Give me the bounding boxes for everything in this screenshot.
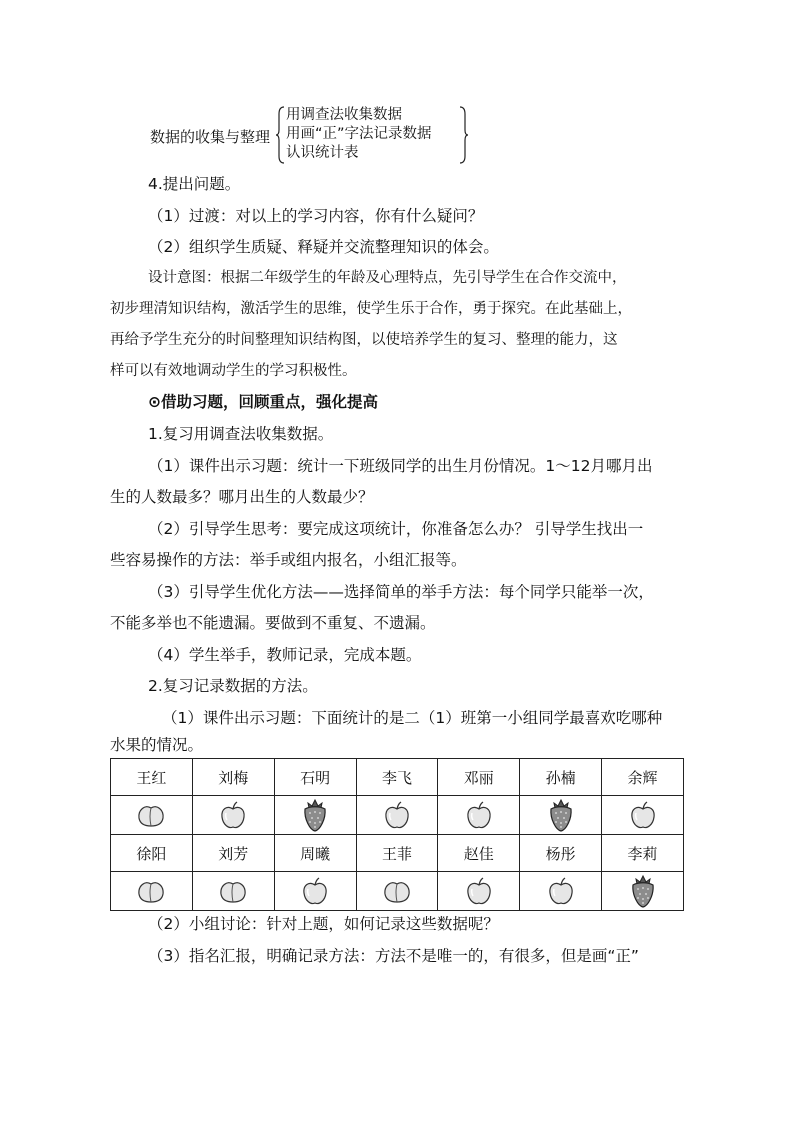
name-cell: 王红 (111, 759, 193, 796)
structure-label: 数据的收集与整理 (150, 128, 271, 146)
review1-p3a: （3）引导学生优化方法——选择简单的举手方法：每个同学只能举一次， (148, 583, 654, 601)
structure-item-1: 用调查法收集数据 (286, 107, 402, 123)
name-cell: 李飞 (356, 759, 438, 796)
apple-icon (383, 800, 411, 830)
peach-icon (135, 878, 167, 904)
review1-p1a: （1）课件出示习题：统计一下班级同学的出生月份情况。1～12月哪月出 (148, 457, 653, 475)
section4-p2: （2）组织学生质疑、释疑并交流整理知识的体会。 (148, 238, 499, 256)
review1-p2a: （2）引导学生思考：要完成这项统计，你准备怎么办？ 引导学生找出一 (148, 520, 644, 538)
apple-icon (547, 876, 575, 906)
peach-icon (111, 796, 193, 835)
part-heading: ⊙借助习题，回顾重点，强化提高 (148, 393, 378, 411)
section4-heading: 4.提出问题。 (148, 175, 241, 193)
right-brace-icon (458, 106, 468, 164)
section4-p1: （1）过渡：对以上的学习内容，你有什么疑问？ (148, 207, 484, 225)
peach-icon (192, 872, 274, 911)
peach-icon (217, 878, 249, 904)
apple-icon (438, 796, 520, 835)
table-row (111, 796, 684, 835)
fruit-preference-table (110, 758, 684, 911)
name-cell: 石明 (274, 759, 356, 796)
name-cell: 徐阳 (111, 835, 193, 872)
name-cell: 余辉 (602, 759, 684, 796)
review2-p2: （2）小组讨论：针对上题，如何记录这些数据呢？ (148, 915, 499, 933)
strawberry-icon (520, 796, 602, 835)
name-cell: 赵佳 (438, 835, 520, 872)
review1-heading: 1.复习用调查法收集数据。 (148, 425, 334, 443)
strawberry-icon (274, 796, 356, 835)
review1-p1b: 生的人数最多？哪月出生的人数最少？ (110, 488, 374, 506)
apple-icon (219, 800, 247, 830)
peach-icon (381, 878, 413, 904)
strawberry-icon (546, 797, 576, 833)
name-cell: 孙楠 (520, 759, 602, 796)
name-cell: 刘芳 (192, 835, 274, 872)
strawberry-icon (602, 872, 684, 911)
table-row (111, 872, 684, 911)
apple-icon (465, 876, 493, 906)
design-line-1: 设计意图：根据二年级学生的年龄及心理特点，先引导学生在合作交流中， (148, 270, 627, 286)
table-row (111, 835, 684, 872)
design-line-4: 样可以有效地调动学生的学习积极性。 (110, 363, 357, 379)
name-cell: 周曦 (274, 835, 356, 872)
apple-icon (301, 876, 329, 906)
table-row (111, 759, 684, 796)
apple-icon (629, 800, 657, 830)
review2-heading: 2.复习记录数据的方法。 (148, 677, 318, 695)
apple-icon (274, 872, 356, 911)
structure-item-2: 用画“正”字法记录数据 (286, 126, 432, 142)
name-cell: 王菲 (356, 835, 438, 872)
apple-icon (465, 800, 493, 830)
structure-item-3: 认识统计表 (286, 145, 359, 161)
left-brace-icon (276, 106, 286, 164)
peach-icon (356, 872, 438, 911)
strawberry-icon (300, 797, 330, 833)
name-cell: 杨彤 (520, 835, 602, 872)
name-cell: 李莉 (602, 835, 684, 872)
peach-icon (111, 872, 193, 911)
review2-p1b: 水果的情况。 (110, 736, 204, 754)
apple-icon (356, 796, 438, 835)
review2-p1a: （1）课件出示习题：下面统计的是二（1）班第一小组同学最喜欢吃哪种 (162, 709, 663, 727)
design-line-3: 再给予学生充分的时间整理知识结构图，以使培养学生的复习、整理的能力，这 (110, 332, 618, 348)
name-cell: 刘梅 (192, 759, 274, 796)
apple-icon (602, 796, 684, 835)
name-cell: 邓丽 (438, 759, 520, 796)
review1-p2b: 些容易操作的方法：举手或组内报名，小组汇报等。 (110, 551, 467, 569)
review2-p3: （3）指名汇报，明确记录方法：方法不是唯一的，有很多，但是画“正” (148, 947, 639, 965)
apple-icon (192, 796, 274, 835)
review1-p3b: 不能多举也不能遗漏。要做到不重复、不遗漏。 (110, 614, 436, 632)
review1-p4: （4）学生举手，教师记录，完成本题。 (148, 646, 422, 664)
peach-icon (135, 802, 167, 828)
design-line-2: 初步理清知识结构，激活学生的思维，使学生乐于合作，勇于探究。在此基础上， (110, 301, 632, 317)
apple-icon (520, 872, 602, 911)
strawberry-icon (628, 873, 658, 909)
apple-icon (438, 872, 520, 911)
